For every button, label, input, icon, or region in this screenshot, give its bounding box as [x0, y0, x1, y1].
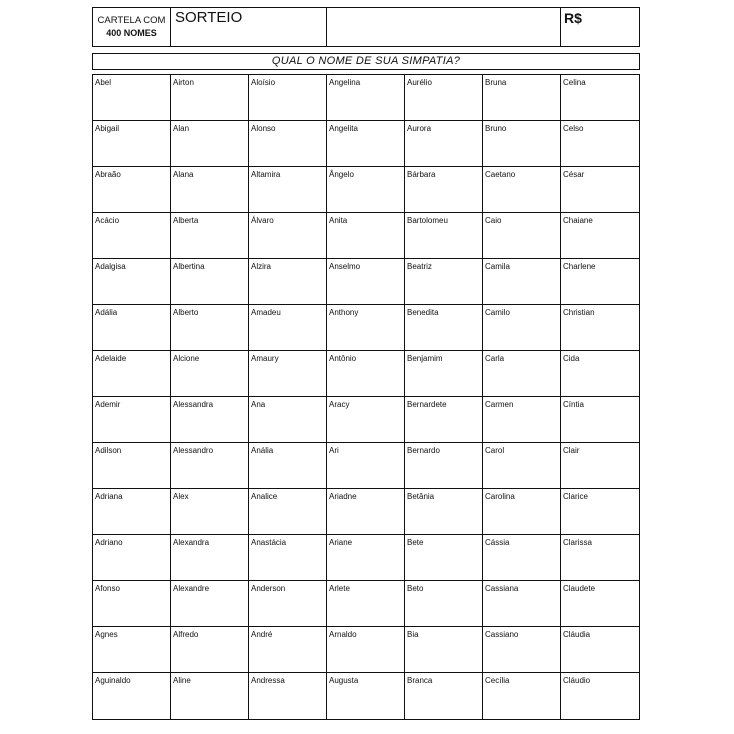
name-cell: Anthony [327, 305, 405, 351]
name-cell: Cláudia [561, 627, 639, 673]
name-cell: Cássia [483, 535, 561, 581]
name-cell: Christian [561, 305, 639, 351]
name-cell: Carla [483, 351, 561, 397]
name-cell: Claudete [561, 581, 639, 627]
price-label: R$ [564, 10, 582, 26]
name-cell: Amaury [249, 351, 327, 397]
header-blank-cell [327, 8, 561, 46]
name-cell: Abraão [93, 167, 171, 213]
name-cell: Betânia [405, 489, 483, 535]
brand-box [93, 8, 171, 46]
name-cell: Anselmo [327, 259, 405, 305]
name-cell: Aline [171, 673, 249, 719]
name-cell: Alberta [171, 213, 249, 259]
name-cell: Alonso [249, 121, 327, 167]
name-cell: Adalgisa [93, 259, 171, 305]
name-cell: André [249, 627, 327, 673]
name-cell: Bruna [483, 75, 561, 121]
name-cell: Analice [249, 489, 327, 535]
name-cell: Angelina [327, 75, 405, 121]
name-cell: Altamira [249, 167, 327, 213]
name-cell: Alessandra [171, 397, 249, 443]
name-cell: Alberto [171, 305, 249, 351]
name-cell: Caetano [483, 167, 561, 213]
name-cell: Bernardo [405, 443, 483, 489]
name-cell: Aracy [327, 397, 405, 443]
name-cell: Bruno [483, 121, 561, 167]
name-cell: Ari [327, 443, 405, 489]
name-cell: Alan [171, 121, 249, 167]
name-cell: Ana [249, 397, 327, 443]
name-cell: Aloísio [249, 75, 327, 121]
name-cell: Aurora [405, 121, 483, 167]
name-cell: Anderson [249, 581, 327, 627]
brand-line-1: CARTELA COM [97, 15, 166, 26]
name-cell: Celina [561, 75, 639, 121]
name-cell: Cíntia [561, 397, 639, 443]
name-cell: Anália [249, 443, 327, 489]
name-cell: Abigail [93, 121, 171, 167]
name-cell: Bete [405, 535, 483, 581]
name-cell: Arnaldo [327, 627, 405, 673]
name-cell: Celso [561, 121, 639, 167]
name-cell: Beto [405, 581, 483, 627]
question-banner: QUAL O NOME DE SUA SIMPATIA? [92, 53, 640, 70]
name-cell: Acácio [93, 213, 171, 259]
name-cell: Alzira [249, 259, 327, 305]
name-cell: Amadeu [249, 305, 327, 351]
name-cell: Aurélio [405, 75, 483, 121]
name-cell: Camila [483, 259, 561, 305]
name-cell: Alex [171, 489, 249, 535]
name-cell: Adilson [93, 443, 171, 489]
name-cell: Cassiano [483, 627, 561, 673]
name-cell: Chaiane [561, 213, 639, 259]
name-cell: Adriano [93, 535, 171, 581]
name-cell: Albertina [171, 259, 249, 305]
name-cell: Alcione [171, 351, 249, 397]
name-cell: Cecília [483, 673, 561, 719]
name-cell: Bernardete [405, 397, 483, 443]
name-cell: Camilo [483, 305, 561, 351]
names-grid [92, 74, 640, 720]
name-cell: Aguinaldo [93, 673, 171, 719]
name-cell: Clair [561, 443, 639, 489]
name-cell: Alexandre [171, 581, 249, 627]
name-cell: Afonso [93, 581, 171, 627]
name-cell: Benjamim [405, 351, 483, 397]
name-cell: Andressa [249, 673, 327, 719]
name-cell: Alfredo [171, 627, 249, 673]
name-cell: Adália [93, 305, 171, 351]
name-cell: Cassiana [483, 581, 561, 627]
name-cell: Ademir [93, 397, 171, 443]
name-cell: Agnes [93, 627, 171, 673]
name-cell: Carol [483, 443, 561, 489]
name-cell: Alexandra [171, 535, 249, 581]
name-cell: César [561, 167, 639, 213]
name-cell: Carolina [483, 489, 561, 535]
name-cell: Cláudio [563, 676, 591, 685]
name-cell: Augusta [327, 673, 405, 719]
name-cell: Antônio [327, 351, 405, 397]
name-cell: Anita [327, 213, 405, 259]
sorteio-title: SORTEIO [171, 8, 327, 46]
name-cell: Álvaro [249, 213, 327, 259]
name-cell: Bartolomeu [405, 213, 483, 259]
name-cell: Bia [405, 627, 483, 673]
name-cell: Alessandro [171, 443, 249, 489]
name-cell: Beatriz [405, 259, 483, 305]
name-cell: Adelaide [93, 351, 171, 397]
header-table [92, 7, 640, 47]
brand-line-2: 400 NOMES [106, 28, 157, 38]
name-cell: Caio [483, 213, 561, 259]
name-cell: Adriana [93, 489, 171, 535]
name-cell: Abel [93, 75, 171, 121]
name-cell: Ariadne [327, 489, 405, 535]
name-cell: Carmen [483, 397, 561, 443]
name-cell: Branca [405, 673, 483, 719]
name-cell: Ariane [327, 535, 405, 581]
name-cell: Alana [171, 167, 249, 213]
name-cell: Charlene [561, 259, 639, 305]
name-cell: Ângelo [327, 167, 405, 213]
name-cell: Arlete [327, 581, 405, 627]
name-cell: Angelita [327, 121, 405, 167]
name-cell: Benedita [405, 305, 483, 351]
name-cell: Bárbara [405, 167, 483, 213]
name-cell: Cida [561, 351, 639, 397]
name-cell: Clarice [561, 489, 639, 535]
name-cell: Airton [171, 75, 249, 121]
name-cell: Clarissa [561, 535, 639, 581]
name-cell: Anastácia [249, 535, 327, 581]
